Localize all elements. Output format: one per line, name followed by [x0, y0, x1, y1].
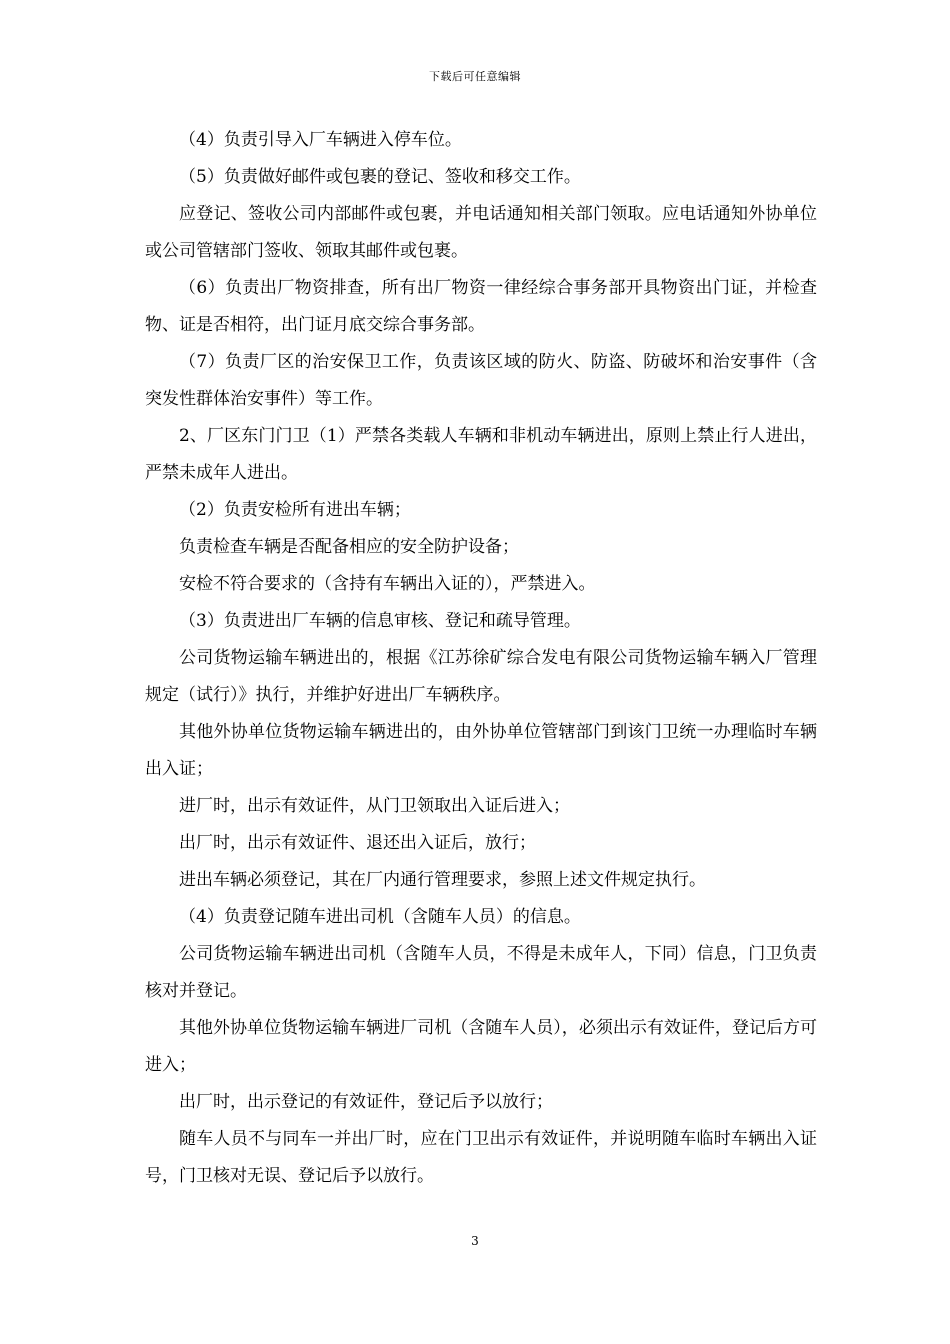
paragraph: （7）负责厂区的治安保卫工作，负责该区域的防火、防盗、防破坏和治安事件（含突发性群体治安事件）等工作。	[145, 352, 817, 409]
paragraph: 出厂时，出示登记的有效证件，登记后予以放行；	[179, 1092, 553, 1112]
paragraph: 负责检查车辆是否配备相应的安全防护设备；	[179, 537, 519, 557]
paragraph: （4）负责登记随车进出司机（含随车人员）的信息。	[179, 907, 581, 927]
paragraph: （4）负责引导入厂车辆进入停车位。	[179, 130, 462, 150]
paragraph: 其他外协单位货物运输车辆进厂司机（含随车人员），必须出示有效证件，登记后方可进入；	[145, 1018, 817, 1075]
paragraph: （6）负责出厂物资排查，所有出厂物资一律经综合事务部开具物资出门证，并检查物、证是否相符，出门证月底交综合事务部。	[145, 278, 817, 335]
paragraph: 其他外协单位货物运输车辆进出的，由外协单位管辖部门到该门卫统一办理临时车辆出入证；	[145, 722, 817, 779]
paragraph: 2、厂区东门门卫（1）严禁各类载人车辆和非机动车辆进出，原则上禁止行人进出，严禁未成年人进出。	[145, 426, 817, 483]
paragraph: 出厂时，出示有效证件、退还出入证后，放行；	[179, 833, 536, 853]
paragraph: 进厂时，出示有效证件，从门卫领取出入证后进入；	[179, 796, 570, 816]
paragraph: （2）负责安检所有进出车辆；	[179, 500, 411, 520]
page-number: 3	[471, 1234, 479, 1248]
document-body	[145, 122, 817, 1195]
paragraph: 应登记、签收公司内部邮件或包裹，并电话通知相关部门领取。应电话通知外协单位或公司管辖部门签收、领取其邮件或包裹。	[145, 204, 817, 261]
paragraph: 安检不符合要求的（含持有车辆出入证的），严禁进入。	[179, 574, 596, 594]
paragraph: 公司货物运输车辆进出的，根据《江苏徐矿综合发电有限公司货物运输车辆入厂管理规定（试行）》执行，并维护好进出厂车辆秩序。	[145, 648, 817, 705]
paragraph: （3）负责进出厂车辆的信息审核、登记和疏导管理。	[179, 611, 581, 631]
paragraph: （5）负责做好邮件或包裹的登记、签收和移交工作。	[179, 167, 581, 187]
paragraph: 进出车辆必须登记，其在厂内通行管理要求，参照上述文件规定执行。	[179, 870, 706, 890]
paragraph: 公司货物运输车辆进出司机（含随车人员，不得是未成年人，下同）信息，门卫负责核对并登记。	[145, 944, 817, 1001]
paragraph: 随车人员不与同车一并出厂时，应在门卫出示有效证件，并说明随车临时车辆出入证号，门卫核对无误、登记后予以放行。	[145, 1129, 817, 1186]
page-header: 下载后可任意编辑	[429, 70, 521, 83]
